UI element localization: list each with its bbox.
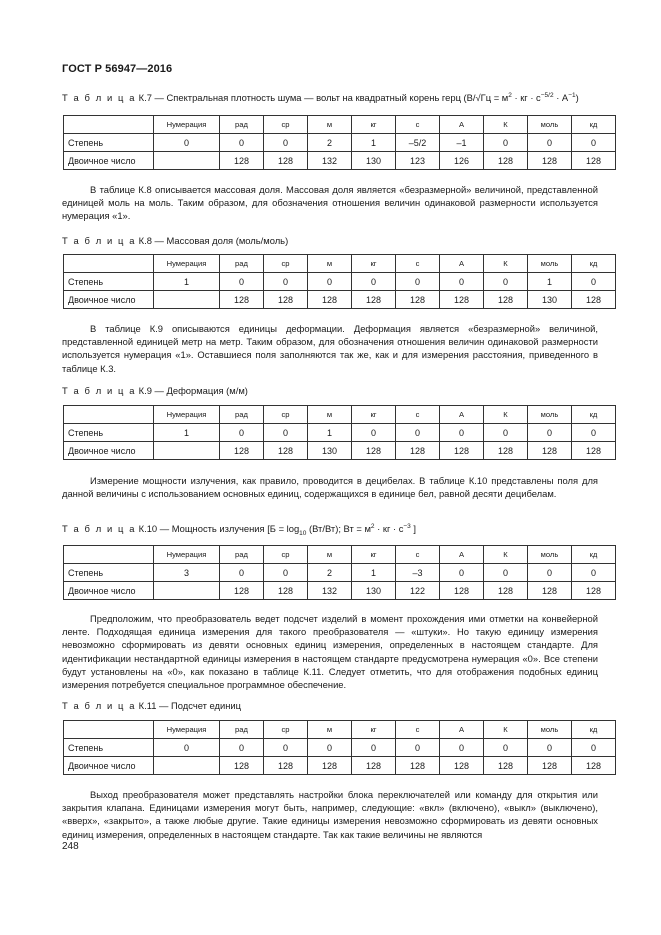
table-row-power xyxy=(64,739,616,757)
table-cell: 1 xyxy=(308,424,352,442)
column-header: ср xyxy=(264,255,308,273)
table-cell: 128 xyxy=(572,152,616,170)
table-cell: 2 xyxy=(308,564,352,582)
row-label: Двоичное число xyxy=(64,152,154,170)
row-label: Двоичное число xyxy=(64,757,154,775)
table-cell: 132 xyxy=(308,582,352,600)
table-cell: 128 xyxy=(572,757,616,775)
table-cell: 128 xyxy=(264,582,308,600)
column-header: моль xyxy=(528,406,572,424)
table-cell: 0 xyxy=(484,739,528,757)
column-header: м xyxy=(308,546,352,564)
table-cell: 0 xyxy=(528,739,572,757)
row-label: Двоичное число xyxy=(64,291,154,309)
column-header: К xyxy=(484,721,528,739)
table-cell: 128 xyxy=(572,291,616,309)
table-cell: 0 xyxy=(572,134,616,152)
table-cell: 128 xyxy=(484,582,528,600)
column-header: Нумерация xyxy=(154,116,220,134)
column-header: кг xyxy=(352,255,396,273)
table-cell: 128 xyxy=(484,152,528,170)
table-cell: 128 xyxy=(352,291,396,309)
table-cell: 0 xyxy=(396,739,440,757)
table-cell: 0 xyxy=(352,424,396,442)
table-row-power xyxy=(64,564,616,582)
column-header: моль xyxy=(528,255,572,273)
table-cell: 0 xyxy=(264,273,308,291)
table-k10 xyxy=(63,545,616,600)
table-cell: 3 xyxy=(154,564,220,582)
table-cell: 0 xyxy=(154,739,220,757)
table-k7 xyxy=(63,115,616,170)
table-cell xyxy=(154,757,220,775)
table-cell: 1 xyxy=(352,564,396,582)
header-blank-cell xyxy=(64,546,154,564)
table-cell: 0 xyxy=(264,424,308,442)
table-row-power xyxy=(64,424,616,442)
table-cell: 0 xyxy=(220,134,264,152)
table-cell: 0 xyxy=(528,564,572,582)
column-header: м xyxy=(308,116,352,134)
header-blank-cell xyxy=(64,721,154,739)
table-caption-k7: Т а б л и ц а К.7 — Спектральная плотность шума — вольт на квадратный корень герц ($В/√Гц = м^2$ · кг · $с^{-5/2} \cdot А^{-1}$) xyxy=(62,92,579,104)
table-cell: 0 xyxy=(440,564,484,582)
table-cell: 128 xyxy=(572,442,616,460)
table-cell xyxy=(154,291,220,309)
table-cell xyxy=(154,582,220,600)
column-header: А xyxy=(440,546,484,564)
table-row-binary xyxy=(64,442,616,460)
column-header: с xyxy=(396,255,440,273)
table-cell: 128 xyxy=(484,442,528,460)
caption-title: К.7 — Спектральная плотность шума — вольт на квадратный корень герц (В/√Гц = м xyxy=(138,92,509,104)
table-cell: 1 xyxy=(154,273,220,291)
table-cell: 128 xyxy=(308,757,352,775)
table-header-row xyxy=(64,721,616,739)
column-header: с xyxy=(396,721,440,739)
table-cell: 0 xyxy=(220,564,264,582)
table-cell: 128 xyxy=(484,757,528,775)
page-header: ГОСТ Р 56947—2016 xyxy=(62,63,173,75)
row-label: Двоичное число xyxy=(64,442,154,460)
table-cell: 0 xyxy=(396,424,440,442)
table-cell: 128 xyxy=(220,582,264,600)
column-header: рад xyxy=(220,255,264,273)
table-cell: –3 xyxy=(396,564,440,582)
table-header-row xyxy=(64,255,616,273)
column-header: рад xyxy=(220,546,264,564)
table-row-binary xyxy=(64,582,616,600)
table-row-binary xyxy=(64,152,616,170)
row-label: Степень xyxy=(64,424,154,442)
table-cell: 128 xyxy=(396,757,440,775)
table-cell: 128 xyxy=(440,291,484,309)
table-cell: 130 xyxy=(352,582,396,600)
table-cell: –5/2 xyxy=(396,134,440,152)
table-cell: 0 xyxy=(440,273,484,291)
column-header: м xyxy=(308,406,352,424)
table-cell: 0 xyxy=(528,424,572,442)
column-header: рад xyxy=(220,721,264,739)
column-header: ср xyxy=(264,116,308,134)
column-header: кд xyxy=(572,116,616,134)
column-header: К xyxy=(484,546,528,564)
table-cell: 128 xyxy=(440,757,484,775)
row-label: Степень xyxy=(64,564,154,582)
table-cell: 0 xyxy=(396,273,440,291)
table-cell: 128 xyxy=(264,442,308,460)
table-caption-k8: Т а б л и ц а К.8 — Массовая доля (моль/моль) xyxy=(62,235,289,246)
table-cell: 128 xyxy=(220,291,264,309)
row-label: Двоичное число xyxy=(64,582,154,600)
table-row-binary xyxy=(64,757,616,775)
table-header-row xyxy=(64,546,616,564)
column-header: кг xyxy=(352,406,396,424)
table-cell: 128 xyxy=(308,291,352,309)
header-blank-cell xyxy=(64,255,154,273)
caption-label: Т а б л и ц а xyxy=(62,92,137,104)
table-cell: 0 xyxy=(352,739,396,757)
column-header: кд xyxy=(572,406,616,424)
table-cell: 128 xyxy=(264,152,308,170)
table-cell: 128 xyxy=(220,757,264,775)
table-header-row xyxy=(64,406,616,424)
table-caption-k9: Т а б л и ц а К.9 — Деформация (м/м) xyxy=(62,385,248,396)
row-label: Степень xyxy=(64,739,154,757)
table-cell: 0 xyxy=(264,739,308,757)
table-cell: 0 xyxy=(220,424,264,442)
table-cell: 128 xyxy=(572,582,616,600)
column-header: К xyxy=(484,116,528,134)
table-cell: 128 xyxy=(528,582,572,600)
column-header: А xyxy=(440,255,484,273)
table-cell: 2 xyxy=(308,134,352,152)
row-label: Степень xyxy=(64,134,154,152)
header-blank-cell xyxy=(64,406,154,424)
table-cell: 128 xyxy=(264,757,308,775)
paragraph-4: Предположим, что преобразователь ведет подсчет изделий в момент прохождения ими отметки на конвейерной ленте. Подходящая единица измерения для такого преобразователя — «штуки». Но такую единицу измерения невозможно сформировать из девяти основных единиц измерения, определенных в настоящем стандарте. Для идентификации нестандартной единицы измерения в настоящем стандарте предусмотрена нумерация «0». Все степени будут установлены на «0», как показано в таблице К.11. Следует отметить, что для отображения подобных единиц измерения потребуется специальное программное обеспечение. xyxy=(62,613,598,691)
column-header: кг xyxy=(352,546,396,564)
table-cell: 0 xyxy=(572,273,616,291)
column-header: кг xyxy=(352,116,396,134)
column-header: ср xyxy=(264,546,308,564)
table-cell: 0 xyxy=(572,564,616,582)
table-cell: 128 xyxy=(352,757,396,775)
column-header: А xyxy=(440,406,484,424)
table-k9 xyxy=(63,405,616,460)
column-header: К xyxy=(484,255,528,273)
column-header: А xyxy=(440,721,484,739)
table-cell: 123 xyxy=(396,152,440,170)
table-cell: 0 xyxy=(528,134,572,152)
table-cell: 128 xyxy=(352,442,396,460)
table-cell: 1 xyxy=(528,273,572,291)
column-header: ср xyxy=(264,406,308,424)
paragraph-1: В таблице К.8 описывается массовая доля. Массовая доля является «безразмерной» величиной, представленной единицей моль на моль. Таким образом, для обозначения отношения величин одинаковой размерности используется нумерация «1». xyxy=(62,184,598,222)
column-header: Нумерация xyxy=(154,546,220,564)
table-cell: 132 xyxy=(308,152,352,170)
table-cell: 0 xyxy=(440,424,484,442)
table-k8 xyxy=(63,254,616,309)
table-cell: 1 xyxy=(154,424,220,442)
table-row-power xyxy=(64,134,616,152)
table-cell: 128 xyxy=(528,442,572,460)
table-cell: 0 xyxy=(154,134,220,152)
column-header: К xyxy=(484,406,528,424)
table-cell: 128 xyxy=(484,291,528,309)
column-header: моль xyxy=(528,116,572,134)
column-header: рад xyxy=(220,116,264,134)
column-header: Нумерация xyxy=(154,721,220,739)
table-cell: 122 xyxy=(396,582,440,600)
table-cell: 128 xyxy=(528,152,572,170)
column-header: Нумерация xyxy=(154,406,220,424)
table-cell: 0 xyxy=(484,424,528,442)
table-cell: –1 xyxy=(440,134,484,152)
table-k11 xyxy=(63,720,616,775)
table-caption-k10: Т а б л и ц а К.10 — Мощность излучения [$Б = \log_{10} (Вт/Вт)$; Вт = $м^2$ · кг · $с^{-3}$ ] xyxy=(62,523,417,537)
table-row-binary xyxy=(64,291,616,309)
table-cell: 0 xyxy=(264,564,308,582)
column-header: с xyxy=(396,406,440,424)
paragraph-3: Измерение мощности излучения, как правило, проводится в децибелах. В таблице К.10 представлены поля для данной величины с использованием основных единиц, содержащихся в единице бел, равной десяти децибелам. xyxy=(62,475,598,500)
table-cell: 0 xyxy=(572,739,616,757)
table-cell xyxy=(154,442,220,460)
paragraph-2: В таблице К.9 описываются единицы деформации. Деформация является «безразмерной» величиной, представленной единицей метр на метр. Таким образом, для обозначения отношения величин одинаковой размерности используется нумерация «1». Оставшиеся поля заполняются так же, как и для измерения расстояния, приведенного в таблице К.3. xyxy=(62,323,598,374)
table-cell: 130 xyxy=(528,291,572,309)
table-cell: 130 xyxy=(308,442,352,460)
paragraph-5: Выход преобразователя может представлять настройки блока переключателей или команду для открытия или закрытия клапана. Единицами измерения могут быть, например, следующие: «вкл» (включено), «выкл» (выключено), «вверх», «закрыто», а также любые другие. Такие единицы измерения невозможно сформировать из девяти основных единиц измерения, определенных в настоящем стандарте. Так как такие величины не являются xyxy=(62,789,598,840)
table-cell: 0 xyxy=(264,134,308,152)
table-cell: 0 xyxy=(484,134,528,152)
column-header: ср xyxy=(264,721,308,739)
table-cell: 128 xyxy=(396,291,440,309)
table-cell: 128 xyxy=(440,442,484,460)
table-cell: 0 xyxy=(220,739,264,757)
column-header: Нумерация xyxy=(154,255,220,273)
table-cell: 0 xyxy=(352,273,396,291)
table-cell: 128 xyxy=(220,442,264,460)
column-header: кд xyxy=(572,255,616,273)
column-header: кд xyxy=(572,546,616,564)
table-cell: 1 xyxy=(352,134,396,152)
table-cell: 0 xyxy=(484,564,528,582)
table-cell: 0 xyxy=(308,273,352,291)
table-cell: 0 xyxy=(484,273,528,291)
header-blank-cell xyxy=(64,116,154,134)
table-cell: 128 xyxy=(528,757,572,775)
table-caption-k11: Т а б л и ц а К.11 — Подсчет единиц xyxy=(62,700,242,711)
column-header: кд xyxy=(572,721,616,739)
table-cell: 128 xyxy=(396,442,440,460)
table-cell: 0 xyxy=(440,739,484,757)
table-cell: 0 xyxy=(220,273,264,291)
column-header: моль xyxy=(528,721,572,739)
column-header: моль xyxy=(528,546,572,564)
column-header: м xyxy=(308,255,352,273)
row-label: Степень xyxy=(64,273,154,291)
column-header: с xyxy=(396,546,440,564)
page-number: 248 xyxy=(62,841,79,852)
column-header: кг xyxy=(352,721,396,739)
table-cell: 128 xyxy=(264,291,308,309)
table-cell: 126 xyxy=(440,152,484,170)
column-header: рад xyxy=(220,406,264,424)
table-row-power xyxy=(64,273,616,291)
table-cell: 0 xyxy=(572,424,616,442)
table-cell: 128 xyxy=(440,582,484,600)
table-cell: 130 xyxy=(352,152,396,170)
table-cell xyxy=(154,152,220,170)
table-cell: 0 xyxy=(308,739,352,757)
column-header: с xyxy=(396,116,440,134)
table-header-row xyxy=(64,116,616,134)
table-cell: 128 xyxy=(220,152,264,170)
column-header: А xyxy=(440,116,484,134)
column-header: м xyxy=(308,721,352,739)
